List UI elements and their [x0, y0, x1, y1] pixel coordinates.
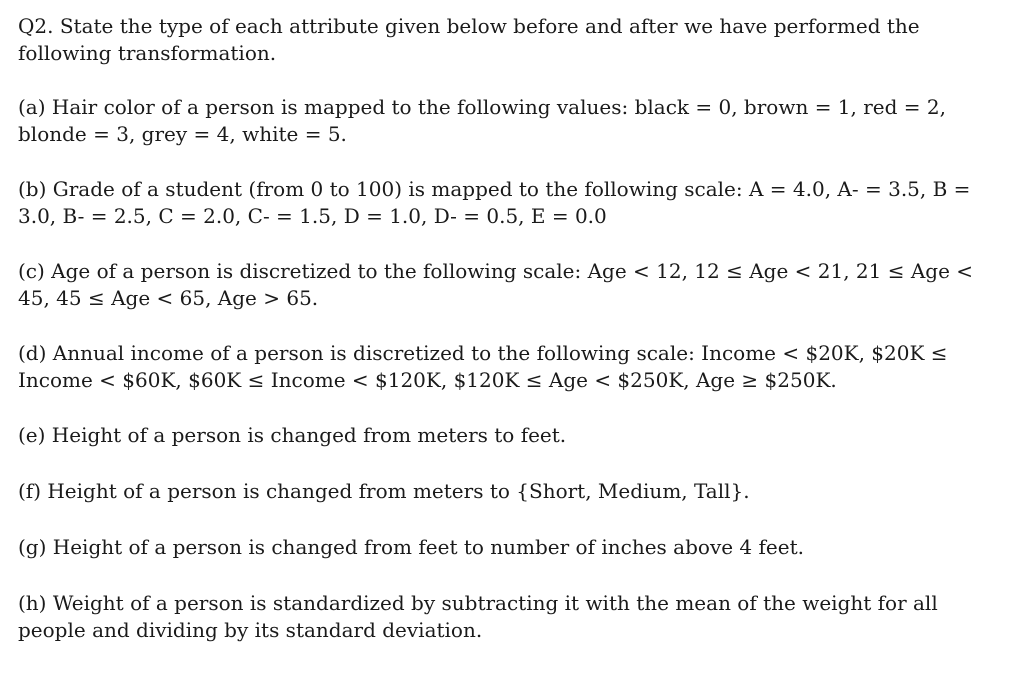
item-b: (b) Grade of a student (from 0 to 100) is mapped to the following scale: A = 4.0, A- = 3.5, B = 3.0, B- = 2.5, C = 2.0, C- = 1.5, D = 1.0, D- = 0.5, E = 0.0: [18, 177, 971, 228]
item-c: (c) Age of a person is discretized to the following scale: Age < 12, 12 ≤ Age < 21, 21 ≤ Age < 45, 45 ≤ Age < 65, Age > 65.: [18, 259, 974, 310]
question-text: Q2. State the type of each attribute given below before and after we have performed the following transformation.: [18, 14, 920, 65]
item-a: (a) Hair color of a person is mapped to the following values: black = 0, brown = 1, red = 2, blonde = 3, grey = 4, white = 5.: [18, 95, 946, 146]
item-f: (f) Height of a person is changed from meters to {Short, Medium, Tall}.: [18, 479, 750, 503]
item-h: (h) Weight of a person is standardized by subtracting it with the mean of the weight for all people and dividing by its standard deviation.: [18, 591, 938, 642]
item-g: (g) Height of a person is changed from feet to number of inches above 4 feet.: [18, 535, 804, 559]
item-e: (e) Height of a person is changed from meters to feet.: [18, 423, 567, 447]
item-d: (d) Annual income of a person is discretized to the following scale: Income < $20K, $20K ≤ Income < $60K, $60K ≤ Income < $120K, $120K ≤ Age < $250K, Age ≥ $250K.: [18, 341, 948, 392]
